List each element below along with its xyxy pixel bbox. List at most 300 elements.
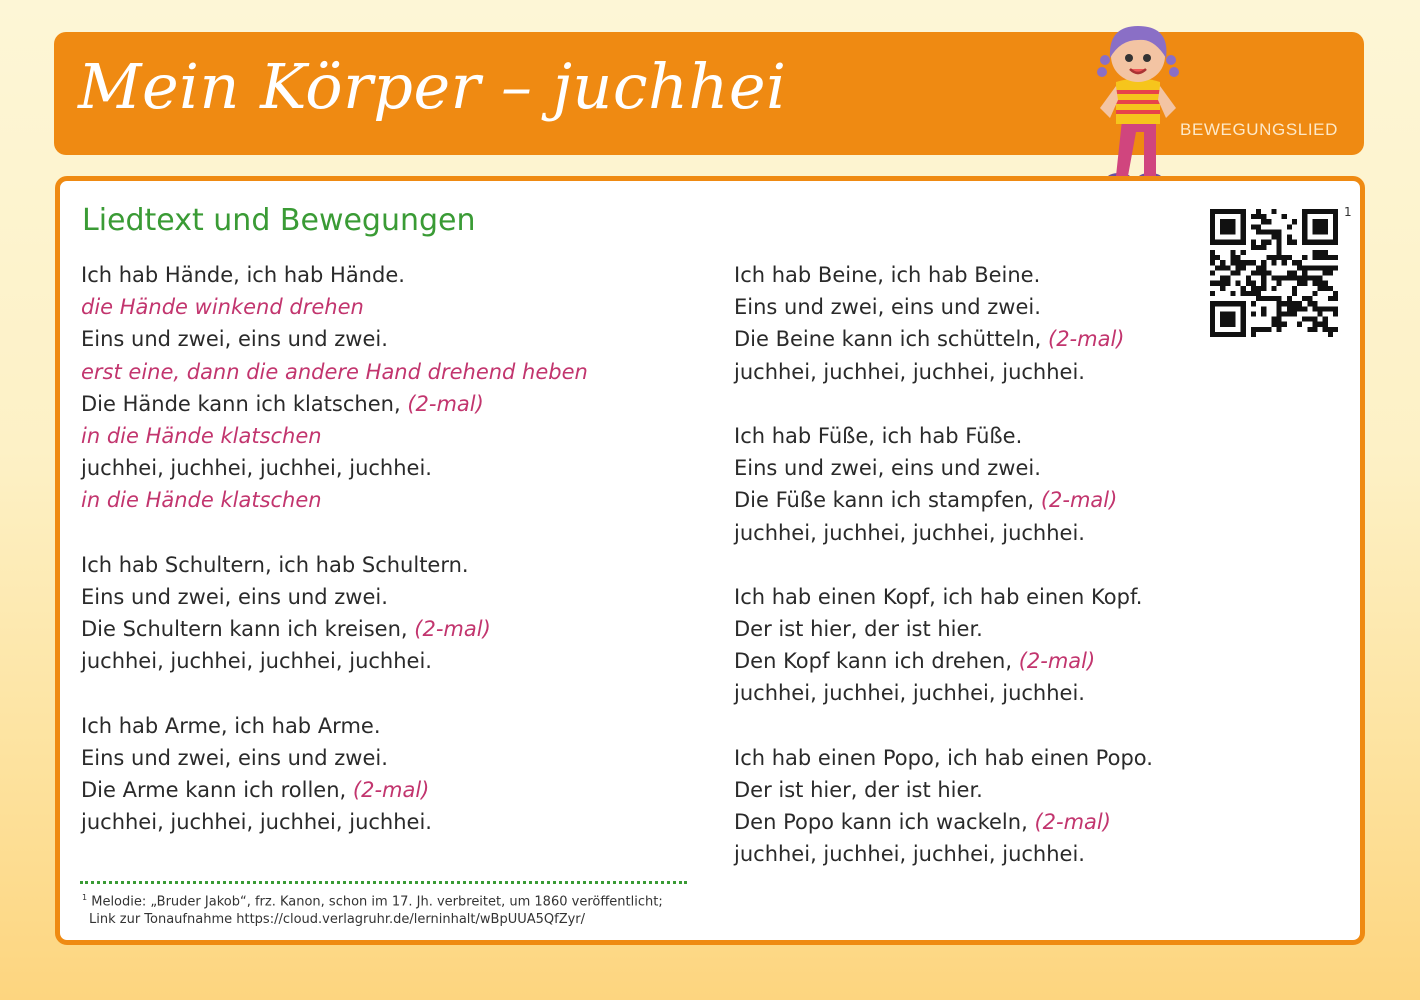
qr-module <box>1318 265 1323 270</box>
lyric-line <box>734 806 1153 838</box>
qr-module <box>1282 260 1287 265</box>
lyric-line <box>734 323 1153 355</box>
qr-module <box>1318 224 1323 229</box>
qr-module <box>1261 265 1266 270</box>
lyric-text: juchhei, juchhei, juchhei, juchhei. <box>734 520 1085 545</box>
qr-module <box>1241 214 1246 219</box>
qr-module <box>1256 327 1261 332</box>
qr-module <box>1312 327 1317 332</box>
repeat-marker: (2-mal) <box>1040 488 1118 513</box>
repeat-marker: (2-mal) <box>1018 649 1096 674</box>
lyric-line <box>734 645 1153 677</box>
lyric-line <box>734 838 1153 870</box>
qr-module <box>1236 281 1241 286</box>
qr-module <box>1261 219 1266 224</box>
qr-module <box>1210 255 1215 260</box>
footnote-link[interactable]: Link zur Tonaufnahme https://cloud.verlagruhr.de/lerninhalt/wBpUUA5QfZyr/ <box>89 912 586 928</box>
qr-module <box>1266 219 1271 224</box>
qr-module <box>1312 306 1317 311</box>
qr-module <box>1261 311 1266 316</box>
qr-module <box>1323 265 1328 270</box>
qr-module <box>1220 219 1225 224</box>
qr-module <box>1312 255 1317 260</box>
lyric-line <box>734 517 1153 549</box>
qr-module <box>1292 311 1297 316</box>
qr-module <box>1230 255 1235 260</box>
qr-module <box>1210 291 1215 296</box>
lyric-line <box>734 452 1153 484</box>
qr-module <box>1225 219 1230 224</box>
qr-module <box>1225 276 1230 281</box>
qr-module <box>1210 322 1215 327</box>
category-label: BEWEGUNGSLIED <box>1180 120 1338 139</box>
qr-module <box>1333 235 1338 240</box>
qr-footnote-ref: 1 <box>1344 205 1352 219</box>
qr-module <box>1215 255 1220 260</box>
lyric-text: Eins und zwei, eins und zwei. <box>81 327 388 352</box>
qr-module <box>1318 322 1323 327</box>
qr-module <box>1251 286 1256 291</box>
qr-module <box>1236 240 1241 245</box>
qr-module <box>1312 224 1317 229</box>
qr-module <box>1318 240 1323 245</box>
lyric-line <box>81 549 588 581</box>
qr-module <box>1241 219 1246 224</box>
qr-module <box>1210 281 1215 286</box>
qr-module <box>1210 270 1215 275</box>
lyric-line <box>734 581 1153 613</box>
lyric-text: Den Kopf kann ich drehen, <box>734 649 1013 674</box>
qr-code-icon[interactable] <box>1210 209 1338 337</box>
qr-module <box>1323 224 1328 229</box>
qr-module <box>1225 240 1230 245</box>
page-title: Mein Körper – juchhei <box>78 50 787 123</box>
qr-module <box>1251 245 1256 250</box>
qr-module <box>1230 301 1235 306</box>
qr-module <box>1225 332 1230 337</box>
qr-module <box>1333 224 1338 229</box>
qr-module <box>1251 270 1256 275</box>
qr-module <box>1318 219 1323 224</box>
lyric-text: Ich hab Hände, ich hab Hände. <box>81 263 405 287</box>
qr-module <box>1333 306 1338 311</box>
footnote-melody: Melodie: „Bruder Jakob“, frz. Kanon, schon im 17. Jh. verbreitet, um 1860 veröffentlicht; <box>91 894 663 910</box>
qr-module <box>1215 209 1220 214</box>
qr-module <box>1230 260 1235 265</box>
qr-module <box>1333 327 1338 332</box>
qr-module <box>1215 301 1220 306</box>
qr-module <box>1282 301 1287 306</box>
qr-module <box>1220 332 1225 337</box>
repeat-marker: (2-mal) <box>407 391 484 416</box>
qr-module <box>1323 209 1328 214</box>
qr-module <box>1230 322 1235 327</box>
qr-module <box>1251 311 1256 316</box>
qr-module <box>1266 255 1271 260</box>
qr-module <box>1297 281 1302 286</box>
qr-module <box>1266 270 1271 275</box>
qr-module <box>1277 276 1282 281</box>
lyric-text: Der ist hier, der ist hier. <box>734 617 983 642</box>
lyrics-column-left <box>81 259 588 838</box>
qr-module <box>1277 235 1282 240</box>
lyric-text: juchhei, juchhei, juchhei, juchhei. <box>734 842 1085 867</box>
qr-module <box>1230 332 1235 337</box>
qr-module <box>1256 224 1261 229</box>
qr-module <box>1277 322 1282 327</box>
qr-module <box>1318 281 1323 286</box>
qr-module <box>1277 296 1282 301</box>
lyric-text: Die Füße kann ich stampfen, <box>734 488 1035 513</box>
qr-module <box>1210 317 1215 322</box>
qr-module <box>1230 317 1235 322</box>
qr-module <box>1241 250 1246 255</box>
qr-module <box>1292 240 1297 245</box>
qr-module <box>1287 235 1292 240</box>
qr-module <box>1277 306 1282 311</box>
lyric-line <box>81 645 588 677</box>
qr-module <box>1297 265 1302 270</box>
qr-module <box>1256 245 1261 250</box>
stanza-gap <box>734 388 1153 420</box>
repeat-marker: (2-mal) <box>1034 810 1111 835</box>
qr-module <box>1328 255 1333 260</box>
qr-module <box>1210 250 1215 255</box>
lyrics-column-right <box>734 259 1153 871</box>
qr-module <box>1246 276 1251 281</box>
qr-module <box>1225 209 1230 214</box>
qr-module <box>1277 240 1282 245</box>
lyric-text: Ich hab Beine, ich hab Beine. <box>734 263 1041 287</box>
qr-module <box>1302 317 1307 322</box>
qr-module <box>1261 276 1266 281</box>
qr-module <box>1287 270 1292 275</box>
qr-module <box>1328 240 1333 245</box>
lyric-text: juchhei, juchhei, juchhei, juchhei. <box>81 456 432 481</box>
movement-instruction <box>81 291 588 323</box>
qr-module <box>1292 260 1297 265</box>
qr-module <box>1277 229 1282 234</box>
qr-module <box>1302 214 1307 219</box>
lyric-line <box>734 291 1153 323</box>
qr-module <box>1220 209 1225 214</box>
qr-module <box>1312 317 1317 322</box>
lyric-line <box>734 774 1153 806</box>
qr-module <box>1215 332 1220 337</box>
qr-module <box>1318 276 1323 281</box>
qr-module <box>1333 240 1338 245</box>
qr-module <box>1236 209 1241 214</box>
qr-module <box>1225 265 1230 270</box>
lyric-text: die Hände winkend drehen <box>81 295 364 320</box>
qr-module <box>1323 255 1328 260</box>
qr-module <box>1271 322 1276 327</box>
qr-module <box>1312 322 1317 327</box>
qr-module <box>1241 291 1246 296</box>
qr-module <box>1220 224 1225 229</box>
qr-module <box>1307 265 1312 270</box>
lyric-text: Ich hab einen Kopf, ich hab einen Kopf. <box>734 584 1143 609</box>
qr-module <box>1256 209 1261 214</box>
qr-module <box>1271 260 1276 265</box>
qr-module <box>1251 214 1256 219</box>
qr-module <box>1297 322 1302 327</box>
qr-module <box>1241 209 1246 214</box>
qr-module <box>1277 255 1282 260</box>
qr-module <box>1266 240 1271 245</box>
qr-module <box>1230 270 1235 275</box>
qr-module <box>1302 235 1307 240</box>
qr-module <box>1323 286 1328 291</box>
qr-module <box>1271 286 1276 291</box>
qr-module <box>1210 224 1215 229</box>
qr-module <box>1333 265 1338 270</box>
qr-module <box>1287 301 1292 306</box>
qr-module <box>1307 276 1312 281</box>
qr-module <box>1256 265 1261 270</box>
qr-module <box>1261 281 1266 286</box>
qr-module <box>1225 229 1230 234</box>
qr-module <box>1282 311 1287 316</box>
qr-module <box>1236 265 1241 270</box>
qr-module <box>1236 270 1241 275</box>
qr-module <box>1328 296 1333 301</box>
lyric-line <box>81 710 588 742</box>
qr-module <box>1230 311 1235 316</box>
qr-module <box>1302 255 1307 260</box>
qr-module <box>1210 240 1215 245</box>
qr-module <box>1277 250 1282 255</box>
qr-module <box>1230 224 1235 229</box>
qr-module <box>1220 286 1225 291</box>
lyric-text: Ich hab einen Popo, ich hab einen Popo. <box>734 745 1153 770</box>
qr-module <box>1220 281 1225 286</box>
qr-module <box>1220 265 1225 270</box>
qr-module <box>1251 240 1256 245</box>
qr-module <box>1307 296 1312 301</box>
qr-module <box>1277 311 1282 316</box>
qr-module <box>1318 255 1323 260</box>
footnote-marker: 1 <box>82 893 88 902</box>
qr-module <box>1230 250 1235 255</box>
qr-module <box>1323 250 1328 255</box>
qr-module <box>1225 322 1230 327</box>
qr-module <box>1333 219 1338 224</box>
qr-module <box>1307 301 1312 306</box>
qr-module <box>1297 301 1302 306</box>
qr-module <box>1241 229 1246 234</box>
stanza-gap <box>81 677 588 709</box>
qr-module <box>1210 332 1215 337</box>
qr-module <box>1210 209 1215 214</box>
qr-module <box>1261 296 1266 301</box>
qr-module <box>1292 301 1297 306</box>
qr-module <box>1241 240 1246 245</box>
qr-module <box>1318 229 1323 234</box>
qr-module <box>1302 229 1307 234</box>
qr-module <box>1271 317 1276 322</box>
qr-module <box>1241 327 1246 332</box>
qr-module <box>1312 250 1317 255</box>
qr-module <box>1312 291 1317 296</box>
lyric-text: Die Beine kann ich schütteln, <box>734 327 1042 352</box>
qr-module <box>1220 322 1225 327</box>
section-heading: Liedtext und Bewegungen <box>82 203 476 238</box>
qr-module <box>1277 301 1282 306</box>
footnote <box>82 889 663 929</box>
qr-module <box>1333 296 1338 301</box>
repeat-marker: (2-mal) <box>1048 327 1125 352</box>
qr-module <box>1220 276 1225 281</box>
qr-module <box>1297 260 1302 265</box>
lyric-text: in die Hände klatschen <box>81 423 322 448</box>
qr-module <box>1251 224 1256 229</box>
qr-module <box>1261 214 1266 219</box>
qr-module <box>1323 306 1328 311</box>
lyric-text: Die Hände kann ich klatschen, <box>81 391 401 416</box>
lyric-line <box>734 742 1153 774</box>
qr-module <box>1302 209 1307 214</box>
qr-module <box>1210 219 1215 224</box>
lyric-text: Der ist hier, der ist hier. <box>734 778 983 802</box>
qr-module <box>1261 306 1266 311</box>
lyric-line <box>734 677 1153 709</box>
lyric-line <box>734 420 1153 452</box>
lyric-text: Eins und zwei, eins und zwei. <box>81 584 388 609</box>
qr-module <box>1328 332 1333 337</box>
qr-module <box>1241 260 1246 265</box>
qr-module <box>1241 265 1246 270</box>
movement-instruction <box>81 484 588 516</box>
qr-module <box>1302 265 1307 270</box>
qr-module <box>1266 229 1271 234</box>
qr-module <box>1210 327 1215 332</box>
qr-module <box>1287 296 1292 301</box>
qr-module <box>1328 265 1333 270</box>
qr-module <box>1251 332 1256 337</box>
qr-module <box>1210 214 1215 219</box>
qr-module <box>1318 286 1323 291</box>
qr-module <box>1302 281 1307 286</box>
qr-module <box>1312 229 1317 234</box>
qr-module <box>1333 214 1338 219</box>
lyric-text: juchhei, juchhei, juchhei, juchhei. <box>81 810 432 835</box>
qr-module <box>1271 276 1276 281</box>
lyric-line <box>81 806 588 838</box>
qr-module <box>1333 229 1338 234</box>
qr-module <box>1225 311 1230 316</box>
qr-module <box>1287 224 1292 229</box>
qr-module <box>1241 332 1246 337</box>
lyric-line <box>81 388 588 420</box>
lyrics-card <box>55 176 1365 945</box>
qr-module <box>1328 209 1333 214</box>
qr-module <box>1241 311 1246 316</box>
qr-module <box>1292 306 1297 311</box>
qr-module <box>1210 229 1215 234</box>
qr-module <box>1282 255 1287 260</box>
qr-module <box>1251 301 1256 306</box>
qr-module <box>1282 276 1287 281</box>
qr-module <box>1312 209 1317 214</box>
qr-module <box>1236 332 1241 337</box>
qr-module <box>1277 327 1282 332</box>
qr-module <box>1292 291 1297 296</box>
qr-module <box>1312 301 1317 306</box>
qr-module <box>1318 250 1323 255</box>
qr-module <box>1307 327 1312 332</box>
qr-module <box>1323 240 1328 245</box>
qr-module <box>1318 306 1323 311</box>
qr-module <box>1210 306 1215 311</box>
qr-module <box>1292 270 1297 275</box>
girl-mascot-illustration <box>1088 20 1188 185</box>
qr-module <box>1287 306 1292 311</box>
qr-module <box>1246 291 1251 296</box>
qr-module <box>1282 322 1287 327</box>
qr-module <box>1297 276 1302 281</box>
qr-module <box>1230 291 1235 296</box>
lyric-text: in die Hände klatschen <box>81 488 322 513</box>
lyric-text: Ich hab Schultern, ich hab Schultern. <box>81 552 469 577</box>
qr-module <box>1230 240 1235 245</box>
qr-module <box>1215 281 1220 286</box>
qr-module <box>1271 296 1276 301</box>
qr-module <box>1246 281 1251 286</box>
lyric-line <box>734 356 1153 388</box>
qr-module <box>1271 209 1276 214</box>
qr-module <box>1241 317 1246 322</box>
qr-module <box>1271 235 1276 240</box>
qr-module <box>1328 306 1333 311</box>
qr-module <box>1287 276 1292 281</box>
qr-module <box>1302 240 1307 245</box>
qr-module <box>1210 260 1215 265</box>
qr-module <box>1220 301 1225 306</box>
qr-module <box>1312 276 1317 281</box>
qr-module <box>1307 317 1312 322</box>
qr-module <box>1210 301 1215 306</box>
qr-module <box>1220 240 1225 245</box>
lyric-line <box>81 452 588 484</box>
lyric-line <box>81 581 588 613</box>
qr-module <box>1261 327 1266 332</box>
qr-module <box>1287 240 1292 245</box>
repeat-marker: (2-mal) <box>352 778 430 802</box>
qr-module <box>1333 311 1338 316</box>
qr-module <box>1236 301 1241 306</box>
qr-module <box>1225 301 1230 306</box>
qr-module <box>1230 229 1235 234</box>
qr-module <box>1333 255 1338 260</box>
lyric-text: juchhei, juchhei, juchhei, juchhei. <box>734 359 1085 384</box>
qr-module <box>1256 296 1261 301</box>
lyric-text: Die Arme kann ich rollen, <box>81 778 347 802</box>
qr-module <box>1307 240 1312 245</box>
qr-module <box>1220 317 1225 322</box>
lyric-line <box>81 613 588 645</box>
qr-module <box>1302 306 1307 311</box>
qr-module <box>1292 286 1297 291</box>
qr-module <box>1220 311 1225 316</box>
lyric-line <box>81 259 588 291</box>
qr-module <box>1256 270 1261 275</box>
qr-module <box>1328 270 1333 275</box>
lyric-text: juchhei, juchhei, juchhei, juchhei. <box>81 649 432 674</box>
qr-module <box>1261 245 1266 250</box>
qr-module <box>1323 270 1328 275</box>
qr-module <box>1256 229 1261 234</box>
